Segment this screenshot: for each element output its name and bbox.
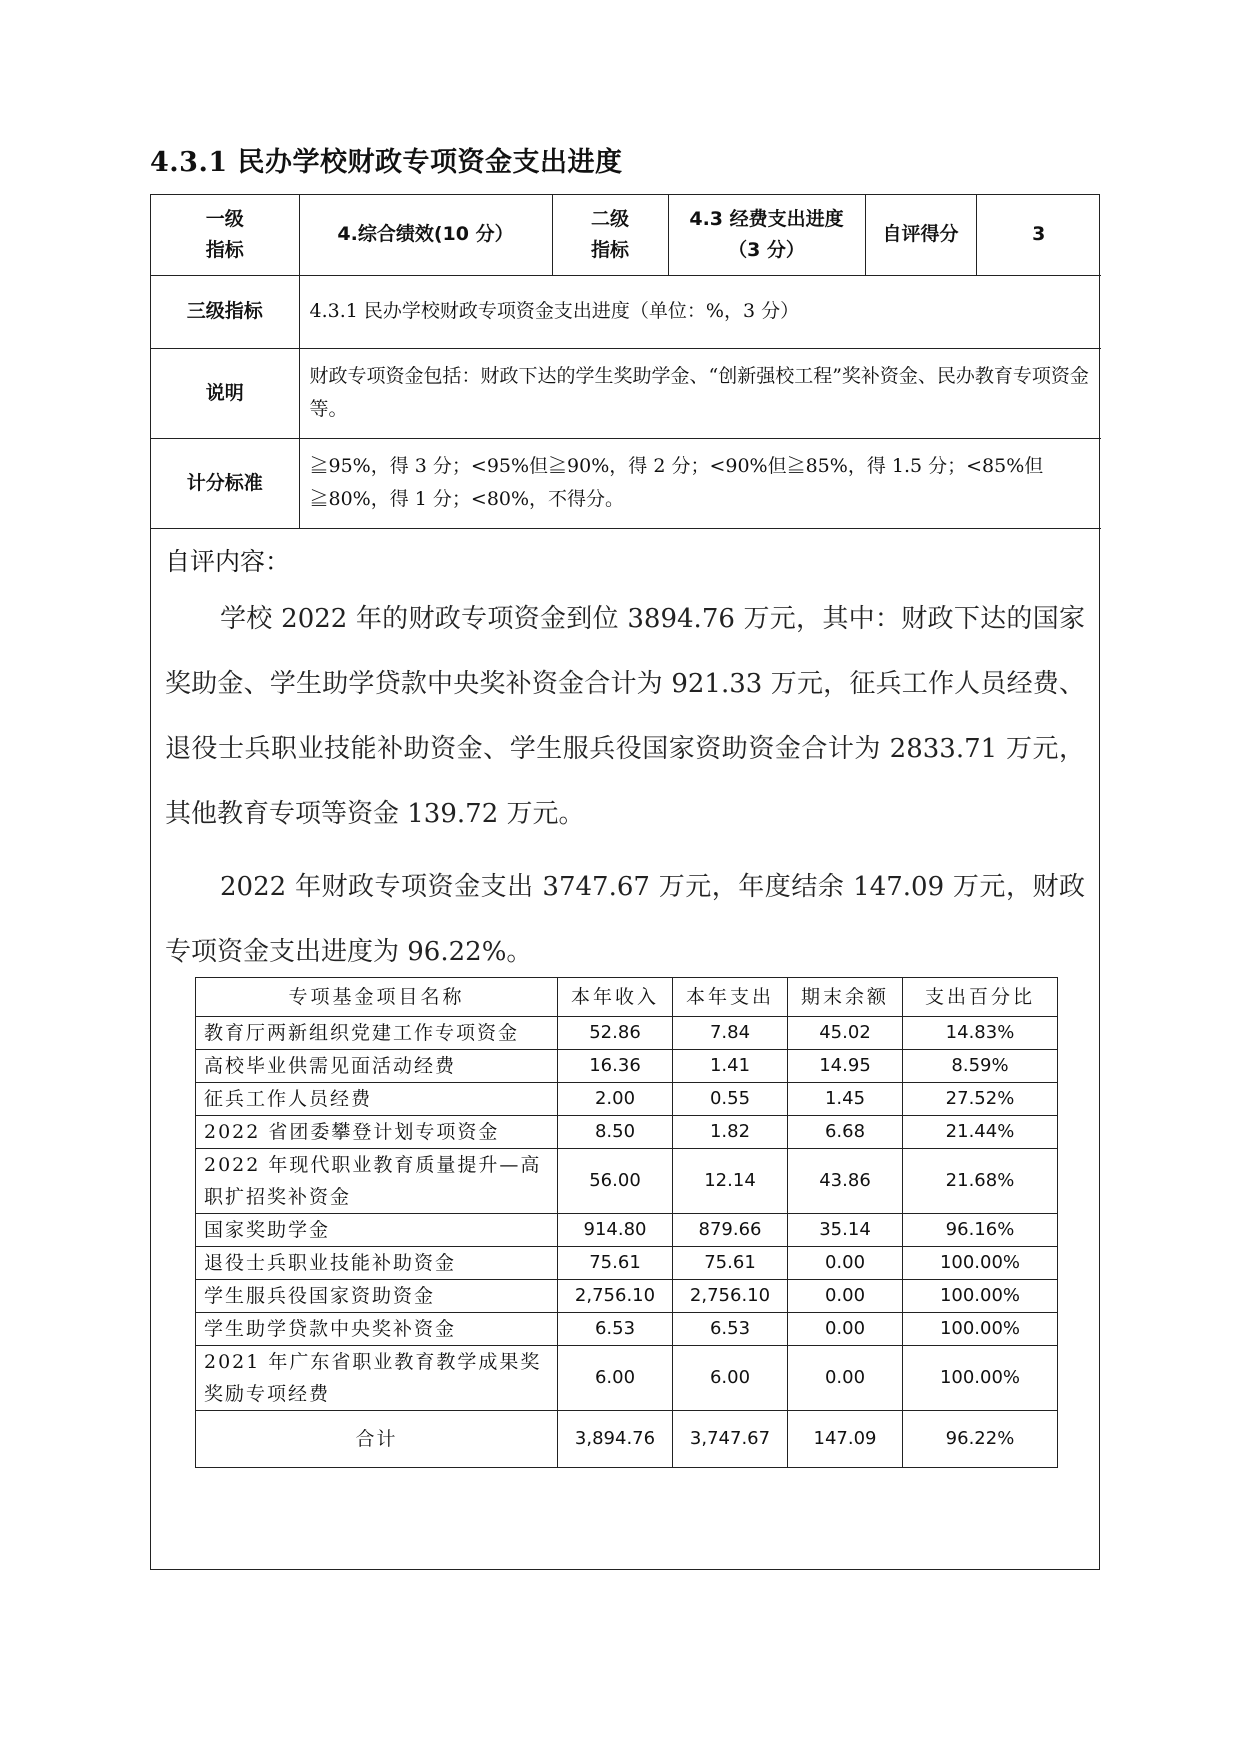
fund-value-cell: 14.95 xyxy=(788,1050,903,1083)
fund-value-cell: 7.84 xyxy=(673,1017,788,1050)
fund-table-header xyxy=(196,978,1058,1017)
fund-table-row xyxy=(196,1346,1058,1411)
fund-name-cell: 2021 年广东省职业教育教学成果奖奖励专项经费 xyxy=(196,1346,558,1411)
fund-table-row xyxy=(196,1280,1058,1313)
col-header-balance: 期末余额 xyxy=(788,978,903,1017)
fund-value-cell: 75.61 xyxy=(673,1247,788,1280)
fund-value-cell: 27.52% xyxy=(903,1083,1058,1116)
fund-value-cell: 1.82 xyxy=(673,1116,788,1149)
col-header-percent: 支出百分比 xyxy=(903,978,1058,1017)
col-header-expense: 本年支出 xyxy=(673,978,788,1017)
fund-value-cell: 100.00% xyxy=(903,1346,1058,1411)
fund-value-cell: 52.86 xyxy=(558,1017,673,1050)
header-row xyxy=(151,195,1101,275)
fund-value-cell: 6.53 xyxy=(673,1313,788,1346)
col-header-name: 专项基金项目名称 xyxy=(196,978,558,1017)
total-expense: 3,747.67 xyxy=(673,1411,788,1468)
fund-value-cell: 6.53 xyxy=(558,1313,673,1346)
fund-value-cell: 2,756.10 xyxy=(673,1280,788,1313)
total-income: 3,894.76 xyxy=(558,1411,673,1468)
fund-value-cell: 12.14 xyxy=(673,1149,788,1214)
fund-value-cell: 6.00 xyxy=(558,1346,673,1411)
fund-value-cell: 1.41 xyxy=(673,1050,788,1083)
indicator-form xyxy=(150,194,1100,1570)
fund-value-cell: 8.59% xyxy=(903,1050,1058,1083)
fund-value-cell: 0.00 xyxy=(788,1346,903,1411)
fund-value-cell: 16.36 xyxy=(558,1050,673,1083)
fund-name-cell: 2022 年现代职业教育质量提升—高职扩招奖补资金 xyxy=(196,1149,558,1214)
fund-name-cell: 学生服兵役国家资助资金 xyxy=(196,1280,558,1313)
level3-value: 4.3.1 民办学校财政专项资金支出进度（单位：%，3 分） xyxy=(299,275,1101,348)
fund-value-cell: 0.55 xyxy=(673,1083,788,1116)
fund-name-cell: 2022 省团委攀登计划专项资金 xyxy=(196,1116,558,1149)
fund-name-cell: 教育厅两新组织党建工作专项资金 xyxy=(196,1017,558,1050)
fund-value-cell: 14.83% xyxy=(903,1017,1058,1050)
fund-value-cell: 21.44% xyxy=(903,1116,1058,1149)
fund-table-row xyxy=(196,1149,1058,1214)
scoring-row xyxy=(151,438,1101,528)
fund-value-cell: 75.61 xyxy=(558,1247,673,1280)
scoring-label: 计分标准 xyxy=(151,438,299,528)
fund-value-cell: 8.50 xyxy=(558,1116,673,1149)
scoring-value: ≧95%，得 3 分；<95%但≧90%，得 2 分；<90%但≧85%，得 1.5 分；<85%但≧80%，得 1 分；<80%，不得分。 xyxy=(299,438,1101,528)
self-eval-paragraph-1: 学校 2022 年的财政专项资金到位 3894.76 万元，其中：财政下达的国家奖助金、学生助学贷款中央奖补资金合计为 921.33 万元，征兵工作人员经费、退役士兵职业技能补助资金、学生服兵役国家资助资金合计为 2833.71 万元，其他教育专项等资金 139.72 万元。 xyxy=(165,604,1085,829)
col-header-income: 本年收入 xyxy=(558,978,673,1017)
explanation-row xyxy=(151,348,1101,438)
fund-name-cell: 高校毕业供需见面活动经费 xyxy=(196,1050,558,1083)
fund-table-body xyxy=(196,1017,1058,1411)
fund-table-row xyxy=(196,1214,1058,1247)
fund-value-cell: 914.80 xyxy=(558,1214,673,1247)
fund-value-cell: 21.68% xyxy=(903,1149,1058,1214)
fund-name-cell: 征兵工作人员经费 xyxy=(196,1083,558,1116)
self-eval-paragraph-2: 2022 年财政专项资金支出 3747.67 万元，年度结余 147.09 万元，财政专项资金支出进度为 96.22%。 xyxy=(165,872,1085,967)
level2-value: 4.3 经费支出进度 （3 分） xyxy=(668,195,865,275)
fund-table-row xyxy=(196,1116,1058,1149)
fund-value-cell: 2.00 xyxy=(558,1083,673,1116)
indicator-table xyxy=(151,195,1101,529)
fund-name-cell: 退役士兵职业技能补助资金 xyxy=(196,1247,558,1280)
fund-table-row xyxy=(196,1083,1058,1116)
total-balance: 147.09 xyxy=(788,1411,903,1468)
self-score-value: 3 xyxy=(976,195,1101,275)
fund-table-row xyxy=(196,1050,1058,1083)
fund-name-cell: 学生助学贷款中央奖补资金 xyxy=(196,1313,558,1346)
self-eval-label: 自评内容： xyxy=(165,547,291,576)
fund-value-cell: 100.00% xyxy=(903,1313,1058,1346)
page-title: 4.3.1 民办学校财政专项资金支出进度 xyxy=(150,147,623,178)
level2-label: 二级 指标 xyxy=(552,195,668,275)
fund-value-cell: 100.00% xyxy=(903,1247,1058,1280)
fund-total-row xyxy=(196,1411,1058,1468)
level1-value: 4.综合绩效(10 分） xyxy=(299,195,552,275)
fund-value-cell: 45.02 xyxy=(788,1017,903,1050)
fund-value-cell: 1.45 xyxy=(788,1083,903,1116)
explanation-label: 说明 xyxy=(151,348,299,438)
fund-table-row xyxy=(196,1017,1058,1050)
fund-table xyxy=(195,977,1058,1468)
fund-value-cell: 0.00 xyxy=(788,1313,903,1346)
fund-value-cell: 35.14 xyxy=(788,1214,903,1247)
level1-label: 一级 指标 xyxy=(151,195,299,275)
fund-name-cell: 国家奖助学金 xyxy=(196,1214,558,1247)
fund-value-cell: 56.00 xyxy=(558,1149,673,1214)
explanation-value: 财政专项资金包括：财政下达的学生奖助学金、“创新强校工程”奖补资金、民办教育专项资金等。 xyxy=(299,348,1101,438)
fund-table-row xyxy=(196,1247,1058,1280)
fund-value-cell: 6.00 xyxy=(673,1346,788,1411)
fund-value-cell: 96.16% xyxy=(903,1214,1058,1247)
fund-value-cell: 6.68 xyxy=(788,1116,903,1149)
total-label: 合计 xyxy=(196,1411,558,1468)
self-score-label: 自评得分 xyxy=(865,195,976,275)
fund-value-cell: 0.00 xyxy=(788,1280,903,1313)
fund-value-cell: 43.86 xyxy=(788,1149,903,1214)
fund-value-cell: 0.00 xyxy=(788,1247,903,1280)
level3-row xyxy=(151,275,1101,348)
fund-table-row xyxy=(196,1313,1058,1346)
fund-value-cell: 2,756.10 xyxy=(558,1280,673,1313)
level3-label: 三级指标 xyxy=(151,275,299,348)
fund-value-cell: 879.66 xyxy=(673,1214,788,1247)
total-percent: 96.22% xyxy=(903,1411,1058,1468)
fund-value-cell: 100.00% xyxy=(903,1280,1058,1313)
